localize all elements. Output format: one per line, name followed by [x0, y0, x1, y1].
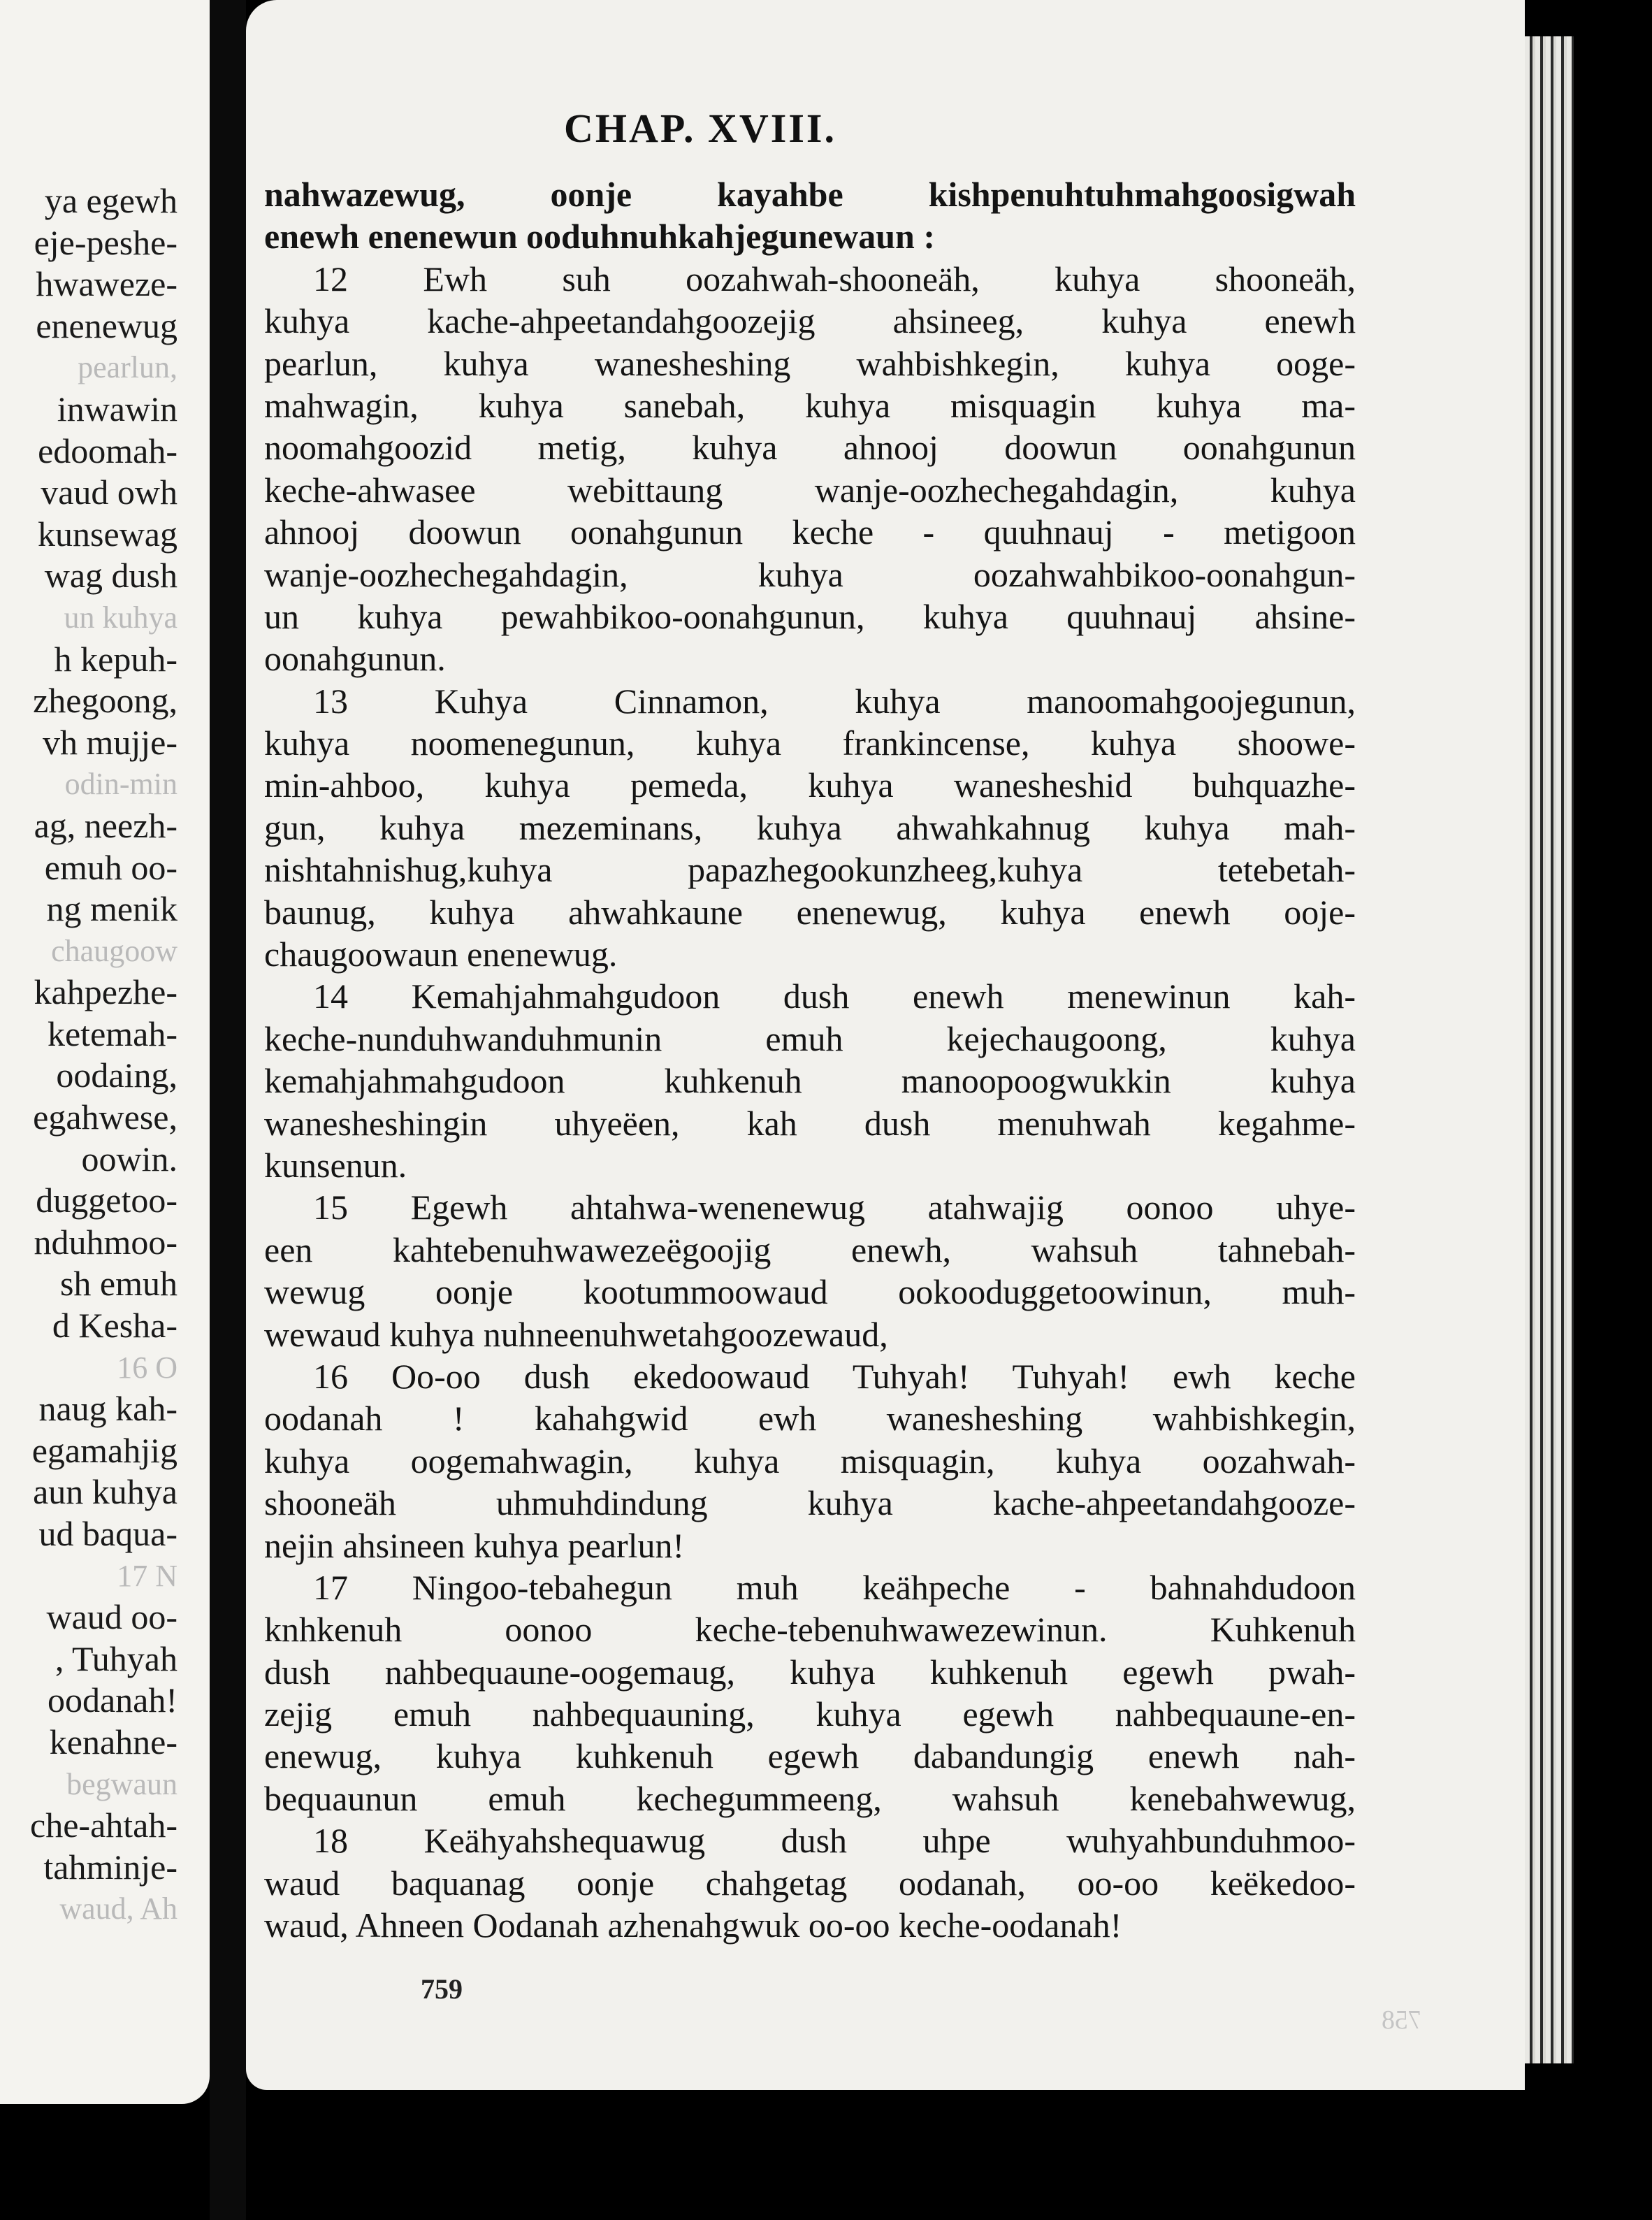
left-page-line: eje-peshe- — [34, 222, 177, 262]
text-line: 15 Egewh ahtahwa-wenenewug atahwajig oonoo uhye- — [313, 1188, 1356, 1227]
left-page-line: un kuhya — [64, 600, 177, 635]
text-line: wanje-oozhechegahdagin, kuhya oozahwahbikoo-oonahgun- — [264, 554, 1356, 594]
left-page-line: edoomah- — [38, 431, 177, 470]
text-line: enewug, kuhya kuhkenuh egewh dabandungig enewh nah- — [264, 1736, 1356, 1776]
left-page-line: egamahjig — [31, 1430, 177, 1470]
left-page-line: h kepuh- — [54, 639, 177, 679]
left-page-line: nduhmoo- — [34, 1222, 177, 1262]
left-page-line: kahpezhe- — [34, 972, 177, 1012]
text-line: noomahgoozid metig, kuhya ahnooj doowun oonahgunun — [264, 428, 1356, 468]
text-line: kuhya kache-ahpeetandahgoozejig ahsineeg, kuhya enewh — [264, 301, 1356, 341]
left-page-line: aun kuhya — [33, 1472, 177, 1512]
left-page-line: egahwese, — [33, 1097, 177, 1137]
text-line: keche-ahwasee webittaung wanje-oozhechegahdagin, kuhya — [264, 470, 1356, 510]
text-line: oodanah ! kahahgwid ewh wanesheshing wahbishkegin, — [264, 1399, 1356, 1439]
left-page-line: waud oo- — [46, 1597, 177, 1637]
text-line: nahwazewug, oonje kayahbe kishpenuhtuhmahgoosigwah — [264, 175, 1356, 214]
running-head: CHAP. XVIII. — [564, 106, 836, 151]
text-line: een kahtebenuhwawezeëgoojig enewh, wahsuh tahnebah- — [264, 1230, 1356, 1269]
book-gutter — [210, 0, 246, 2220]
text-line: mahwagin, kuhya sanebah, kuhya misquagin kuhya ma- — [264, 385, 1356, 425]
text-line: chaugoowaun enenewug. — [264, 935, 618, 974]
page-number: 759 — [421, 1973, 463, 2005]
left-page-line: kunsewag — [38, 514, 177, 554]
text-line: gun, kuhya mezeminans, kuhya ahwahkahnug kuhya mah- — [264, 807, 1356, 847]
left-page-line: begwaun — [66, 1766, 177, 1801]
left-page-line: ng menik — [46, 889, 177, 929]
left-page-line: wag dush — [44, 556, 177, 596]
left-page-line: inwawin — [57, 389, 177, 428]
left-page-line: ketemah- — [47, 1014, 177, 1053]
left-page-line: sh emuh — [59, 1264, 177, 1304]
left-page-line: vh mujje- — [42, 722, 177, 762]
left-page-line: duggetoo- — [36, 1181, 177, 1220]
left-page-line: 17 N — [117, 1558, 177, 1593]
text-line: nishtahnishug,kuhya papazhegookunzheeg,kuhya tetebetah- — [264, 850, 1356, 890]
text-line: un kuhya pewahbikoo-oonahgunun, kuhya quuhnauj ahsine- — [264, 596, 1356, 636]
text-line: knhkenuh oonoo keche-tebenuhwawezewinun. Kuhkenuh — [264, 1610, 1356, 1650]
text-line: enewh enenewun ooduhnuhkahjegunewaun : — [264, 217, 936, 257]
text-line: 16 Oo-oo dush ekedoowaud Tuhyah! Tuhyah! ewh keche — [313, 1356, 1356, 1396]
text-line: wanesheshingin uhyeëen, kah dush menuhwah kegahme- — [264, 1103, 1356, 1143]
page-fore-edge — [1525, 36, 1574, 2063]
text-line: wewug oonje kootummoowaud ookooduggetoowinun, muh- — [264, 1272, 1356, 1312]
text-line: 17 Ningoo-tebahegun muh keähpeche - bahnahdudoon — [313, 1567, 1356, 1607]
text-line: wewaud kuhya nuhneenuhwetahgoozewaud, — [264, 1314, 888, 1354]
text-line: min-ahboo, kuhya pemeda, kuhya wanesheshid buhquazhe- — [264, 765, 1356, 805]
left-page-line: oowin. — [81, 1139, 177, 1179]
text-line: bequaunun emuh kechegummeeng, wahsuh kenebahwewug, — [264, 1778, 1356, 1818]
text-line: dush nahbequaune-oogemaug, kuhya kuhkenuh egewh pwah- — [264, 1652, 1356, 1692]
left-page-line: vaud owh — [41, 473, 177, 512]
main-text-block — [264, 173, 1356, 1946]
text-line: zejig emuh nahbequauning, kuhya egewh nahbequaune-en- — [264, 1694, 1356, 1734]
text-line: 13 Kuhya Cinnamon, kuhya manoomahgoojegunun, — [313, 681, 1356, 721]
left-page-line: odin-min — [64, 767, 177, 802]
text-line: pearlun, kuhya wanesheshing wahbishkegin, kuhya ooge- — [264, 343, 1356, 383]
left-page-line: enenewug — [36, 305, 177, 345]
left-page-text — [7, 180, 210, 1930]
left-page-line: , Tuhyah — [55, 1638, 177, 1678]
left-page-line: chaugoow — [51, 933, 177, 968]
left-page-line: oodanah! — [47, 1680, 177, 1720]
text-line: keche-nunduhwanduhmunin emuh kejechaugoong, kuhya — [264, 1018, 1356, 1058]
text-line: waud, Ahneen Oodanah azhenahgwuk oo-oo keche-oodanah! — [264, 1905, 1122, 1945]
bleed-through-page-number: 758 — [1382, 2005, 1421, 2035]
text-line: shooneäh uhmuhdindung kuhya kache-ahpeetandahgooze- — [264, 1483, 1356, 1523]
text-line: waud baquanag oonje chahgetag oodanah, oo-oo keëkedoo- — [264, 1863, 1356, 1903]
text-line: baunug, kuhya ahwahkaune enenewug, kuhya enewh ooje- — [264, 892, 1356, 932]
left-page-line: ud baqua- — [38, 1514, 177, 1553]
left-page-line: d Kesha- — [52, 1306, 177, 1346]
left-page-line: kenahne- — [49, 1722, 177, 1761]
text-line: nejin ahsineen kuhya pearlun! — [264, 1525, 685, 1565]
text-line: oonahgunun. — [264, 639, 446, 679]
text-line: 12 Ewh suh oozahwah-shooneäh, kuhya shooneäh, — [313, 259, 1356, 298]
left-page-line: ag, neezh- — [34, 805, 177, 845]
text-line: 18 Keähyahshequawug dush uhpe wuhyahbunduhmoo- — [313, 1821, 1356, 1861]
left-page-line: waud, Ah — [59, 1891, 177, 1926]
left-page-line: hwaweze- — [36, 264, 177, 304]
text-line: kuhya noomenegunun, kuhya frankincense, kuhya shoowe- — [264, 723, 1356, 763]
left-page-line: zhegoong, — [33, 681, 177, 721]
left-page-line: oodaing, — [56, 1055, 177, 1095]
left-page-line: emuh oo- — [44, 847, 177, 887]
left-page-line: pearlun, — [78, 350, 177, 385]
text-line: kunsenun. — [264, 1145, 407, 1185]
left-page-line: che-ahtah- — [30, 1805, 177, 1845]
left-page-line: 16 O — [117, 1350, 177, 1385]
text-line: kemahjahmahgudoon kuhkenuh manoopoogwukkin kuhya — [264, 1061, 1356, 1101]
left-page-line: tahminje- — [43, 1847, 177, 1887]
left-page-line: ya egewh — [44, 181, 177, 220]
left-page — [0, 0, 210, 2104]
text-line: 14 Kemahjahmahgudoon dush enewh menewinun kah- — [313, 976, 1356, 1016]
text-line: ahnooj doowun oonahgunun keche - quuhnauj - metigoon — [264, 512, 1356, 552]
left-page-line: naug kah- — [38, 1389, 177, 1429]
text-line: kuhya oogemahwagin, kuhya misquagin, kuhya oozahwah- — [264, 1441, 1356, 1480]
